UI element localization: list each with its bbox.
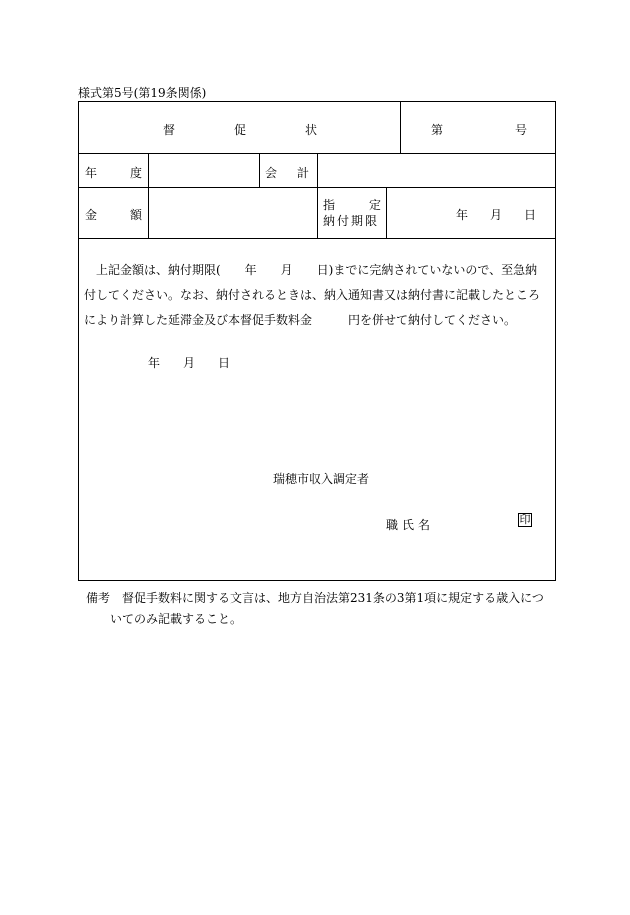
document-title: 督 促 状 (163, 123, 317, 137)
notice-body (84, 258, 546, 333)
deadline-date: 年 月 日 (456, 208, 536, 222)
number-prefix: 第 (431, 123, 444, 137)
col-divider-amount-value (317, 187, 318, 238)
col-divider-year-value (259, 153, 260, 187)
position-name-label: 職 氏 名 (386, 518, 430, 532)
amount-label: 金 額 (85, 208, 142, 222)
account-label: 会 計 (265, 166, 309, 180)
remarks-line: 備考 督促手数料に関する文言は、地方自治法第231条の3第1項に規定する歳入につ (86, 591, 544, 605)
deadline-label: 指 定 納付期限 (323, 198, 381, 228)
form-frame (78, 101, 556, 581)
form-label: 様式第5号(第19条関係) (78, 86, 207, 100)
number-suffix: 号 (515, 123, 528, 137)
row-divider-3 (79, 238, 555, 239)
notice-line: 上記金額は、納付期限( 年 月 日)までに完納されていないので、至急納 (84, 263, 538, 277)
seal-mark: 印 (519, 513, 531, 526)
col-divider-deadline-label (386, 187, 387, 238)
remarks-line: いてのみ記載すること。 (110, 612, 243, 626)
issue-date: 年 月 日 (148, 356, 230, 370)
notice-line: により計算した延滞金及び本督促手数料金 円を併せて納付してください。 (84, 313, 517, 327)
col-divider-label (148, 153, 149, 238)
remarks (86, 588, 556, 630)
col-divider-number (400, 102, 401, 153)
issuer-title: 瑞穂市収入調定者 (273, 472, 370, 486)
notice-line: 付してください。なお、納付されるときは、納入通知書又は納付書に記載したところ (84, 288, 541, 302)
col-divider-account-label (317, 153, 318, 187)
year-label: 年 度 (85, 166, 142, 180)
